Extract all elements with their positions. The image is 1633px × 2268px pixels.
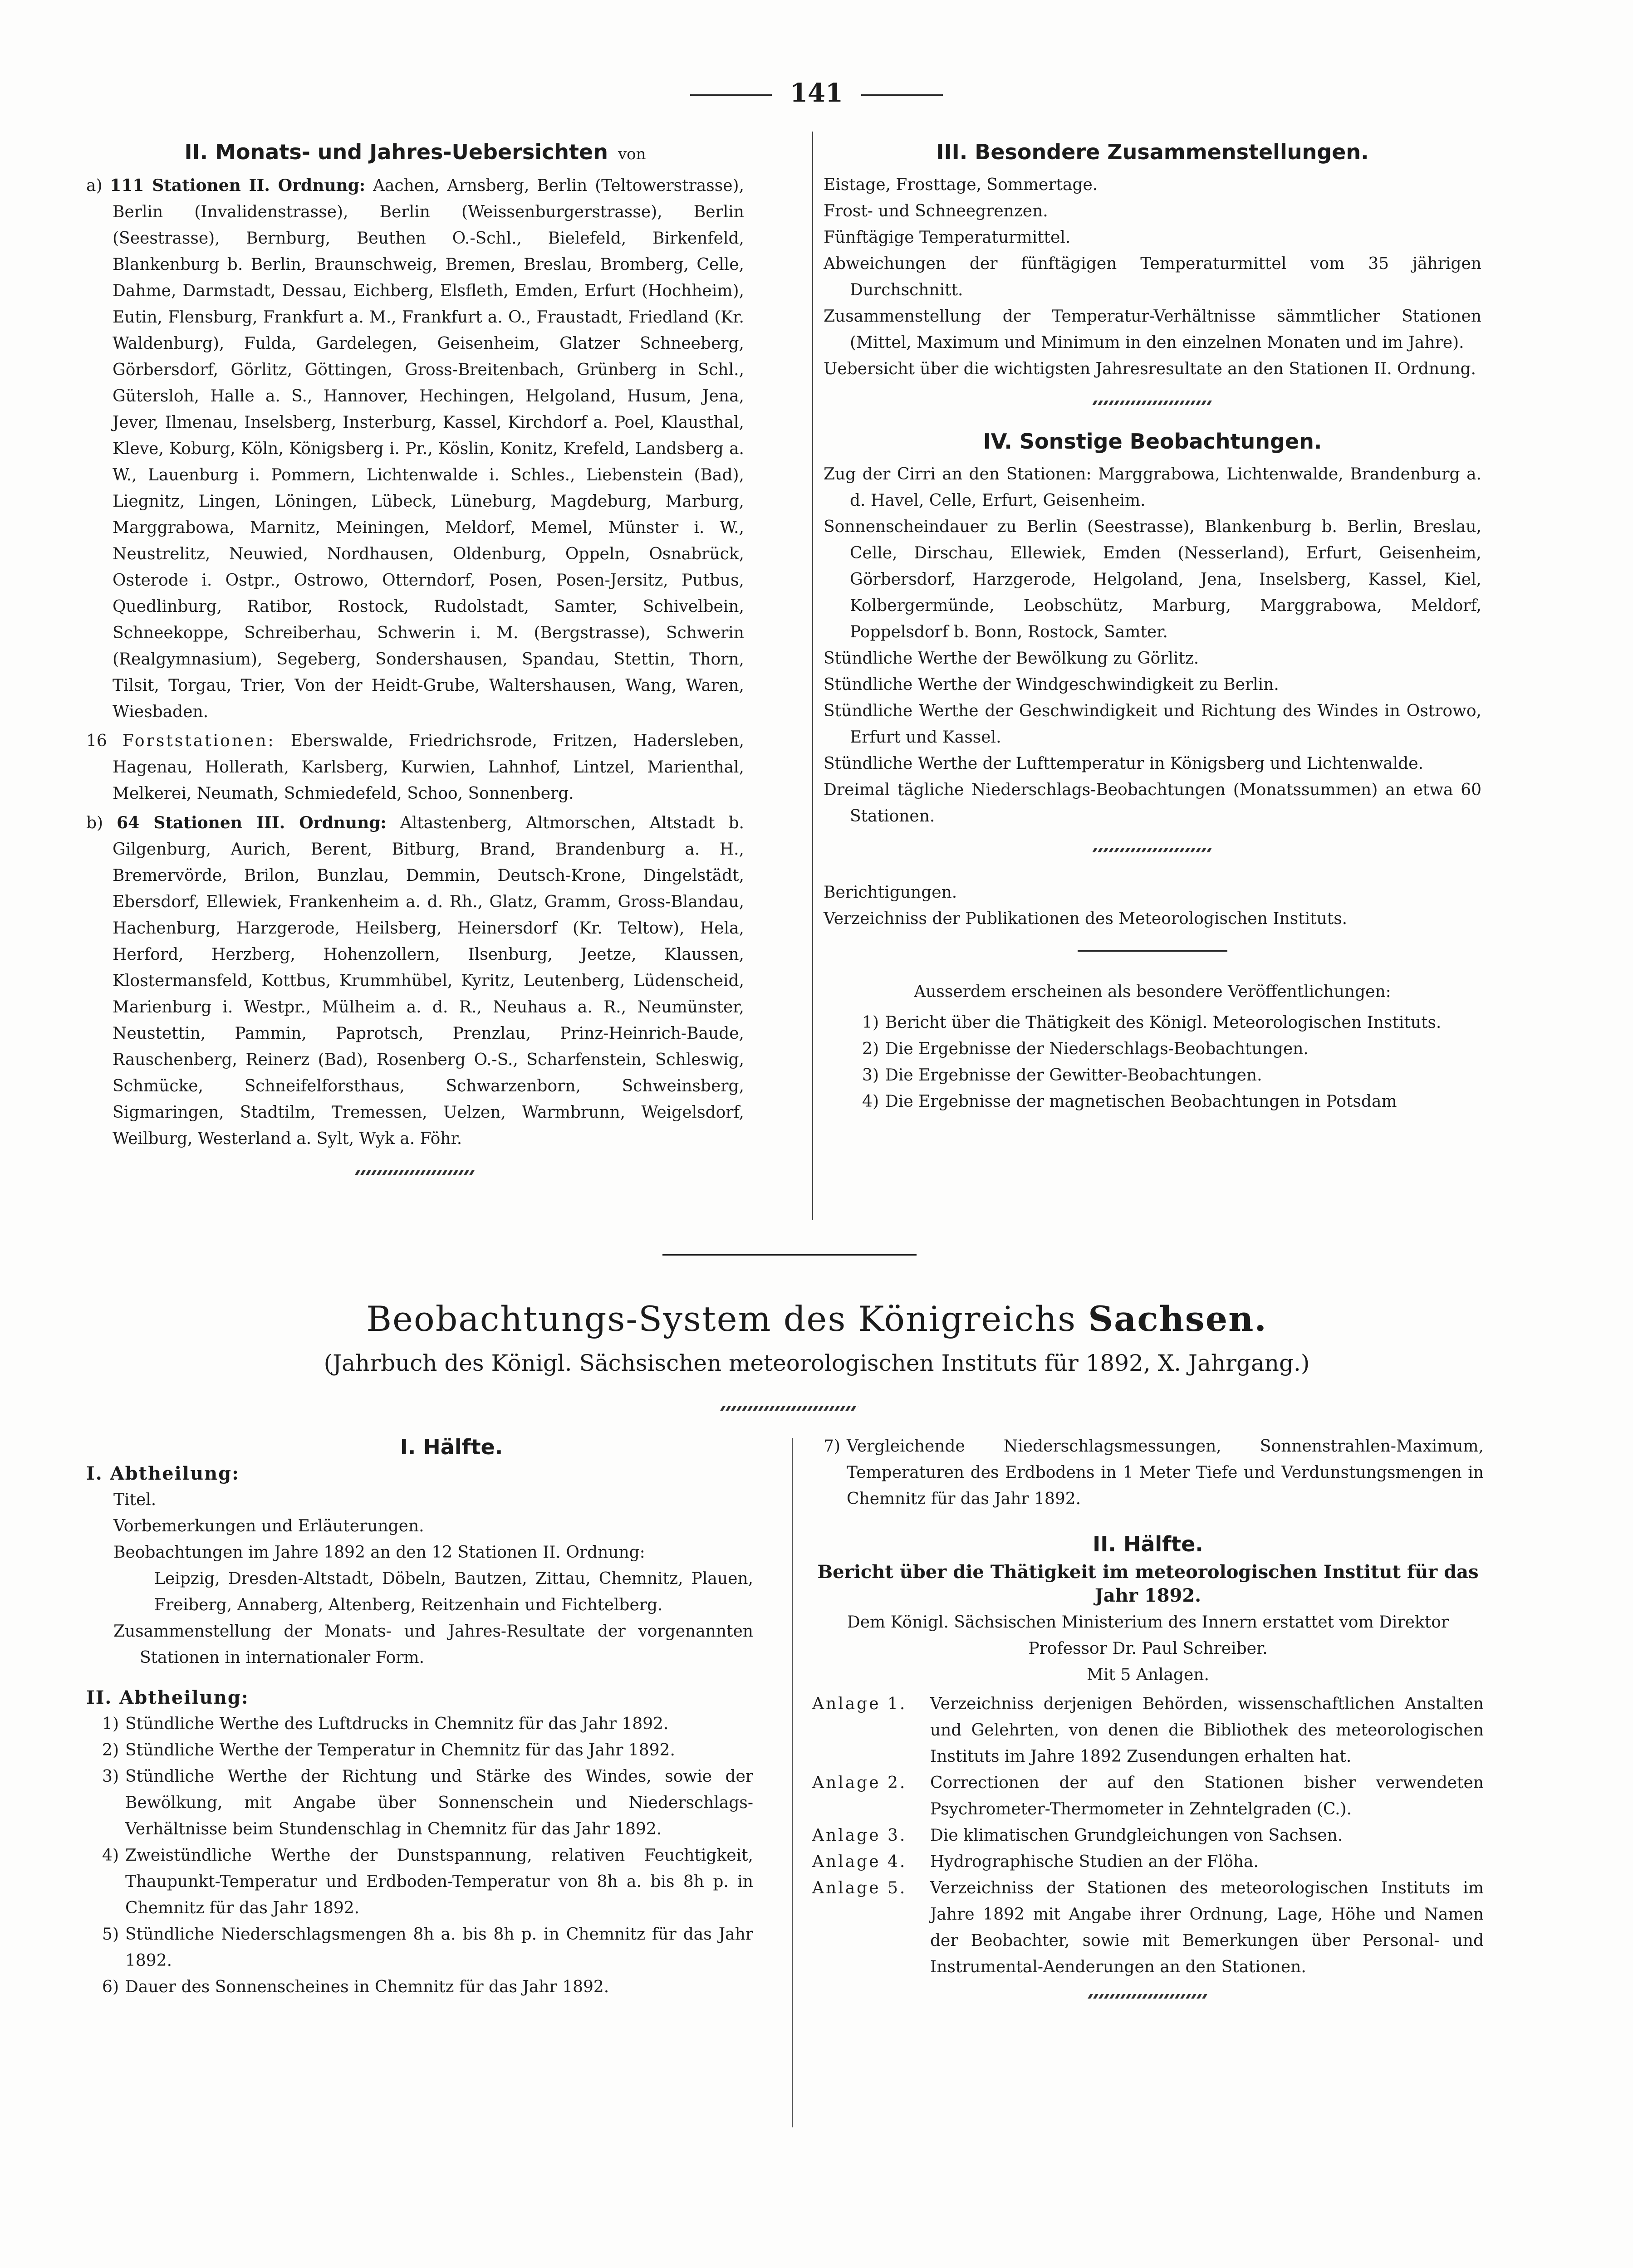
list-item-iii-5: Zusammenstellung der Temperatur-Verhältnisse sämmtlicher Stationen (Mittel, Maximum und Minimum in den einzelnen Monaten und im Jahre). bbox=[824, 307, 1481, 352]
abteilung-1-item-zusammenstellung: Zusammenstellung der Monats- und Jahres-Resultate der vorgenannten Stationen in internationaler Form. bbox=[113, 1622, 753, 1667]
extra-item-3: 3) Die Ergebnisse der Gewitter-Beobachtungen. bbox=[862, 1066, 1262, 1085]
list-iii bbox=[824, 172, 1481, 382]
abteilung-1-list bbox=[86, 1487, 753, 1671]
list-item-iii-6: Uebersicht über die wichtigsten Jahresresultate an den Stationen II. Ordnung. bbox=[824, 360, 1476, 378]
anlagen-count: Mit 5 Anlagen. bbox=[1087, 1666, 1209, 1684]
anlage-1: Anlage 1. Verzeichniss derjenigen Behörden, wissenschaftlichen Anstalten und Gelehrten, von denen die Bibliothek des meteorologischen Instituts im Jahre 1892 Zusendungen erhalten hat. bbox=[812, 1695, 1484, 1766]
abteilung-1-item-vorbemerkungen: Vorbemerkungen und Erläuterungen. bbox=[113, 1517, 424, 1535]
left-column bbox=[86, 138, 744, 1175]
abteilung-2-item-3: 3) Stündliche Werthe der Richtung und Stärke des Windes, sowie der Bewölkung, mit Angabe über Sonnenschein und Niederschlags-Verhältnisse beim Stundenschlag in Chemnitz für das Jahr 1892. bbox=[102, 1767, 753, 1838]
short-rule bbox=[1078, 950, 1227, 952]
page-number-text: 141 bbox=[790, 78, 843, 108]
list-item-iv-6: Stündliche Werthe der Lufttemperatur in Königsberg und Lichtenwalde. bbox=[824, 754, 1423, 773]
stations-ii-text: Aachen, Arnsberg, Berlin (Teltowerstrasse), Berlin (Invalidenstrasse), Berlin (Weissenburgerstrasse), Berlin (Seestrasse), Bernburg, Beuthen O.-Schl., Bielefeld, Birkenfeld, Blankenburg b. Berlin, Braunschweig, Bremen, Breslau, Bromberg, Celle, Dahme, Darmstadt, Dessau, Eichberg, Elsfleth, Emden, Erfurt (Hochheim), Eutin, Flensburg, Frankfurt a. M., Frankfurt a. O., Fraustadt, Friedland (Kr. Waldenburg), Fulda, Gardelegen, Geisenheim, Glatzer Schneeberg, Görbersdorf, Görlitz, Göttingen, Gross-Breitenbach, Grünberg in Schl., Gütersloh, Halle a. S., Hannover, Hechingen, Helgoland, Husum, Jena, Jever, Ilmenau, Inselsberg, Insterburg, Kassel, Kirchdorf a. Poel, Klausthal, Kleve, Koburg, Köln, Königsberg i. Pr., Köslin, Konitz, Krefeld, Landsberg a. W., Lauenburg i. Pommern, Lichtenwalde i. Schles., Liebenstein (Bad), Liegnitz, Lingen, Löningen, Lübeck, Lüneburg, Magdeburg, Marburg, Marggrabowa, Marnitz, Meiningen, Meldorf, Memel, Münster i. W., Neustrelitz, Neuwied, Nordhausen, Oldenburg, Oppeln, Osnabrück, Osterode i. Ostpr., Ostrowo, Otterndorf, Posen, Posen-Jersitz, Putbus, Quedlinburg, Ratibor, Rostock, Rudolstadt, Samter, Schivelbein, Schneekoppe, Schreiberhau, Schwerin i. M. (Bergstrasse), Schwerin (Realgymnasium), Segeberg, Sondershausen, Spandau, Stettin, Thorn, Tilsit, Torgau, Trier, Von der Heidt-Grube, Waltershausen, Wang, Waren, Wiesbaden. bbox=[113, 176, 744, 721]
abteilung-2-list bbox=[86, 1711, 753, 2000]
sachsen-title-bold: Sachsen. bbox=[1088, 1299, 1267, 1339]
anlage-2: Anlage 2. Correctionen der auf den Stationen bisher verwendeten Psychrometer-Thermometer in Zehntelgraden (C.). bbox=[812, 1774, 1484, 1818]
right-column bbox=[824, 138, 1481, 1115]
list-item-iv-5: Stündliche Werthe der Geschwindigkeit und Richtung des Windes in Ostrowo, Erfurt und Kassel. bbox=[824, 702, 1481, 747]
section-heading-ii-suffix: von bbox=[618, 145, 646, 163]
extra-publications-list bbox=[824, 1010, 1481, 1115]
stations-ii-label: a) bbox=[86, 176, 103, 195]
stations-ii-bold: 111 Stationen II. Ordnung: bbox=[110, 176, 366, 195]
bericht-text: Dem Königl. Sächsischen Ministerium des Innern erstattet vom Direktor Professor Dr. Paul Schreiber. bbox=[847, 1613, 1449, 1658]
sachsen-wave-divider bbox=[720, 1406, 859, 1411]
misc-item-berichtigungen: Berichtigungen. bbox=[824, 883, 957, 902]
bericht-title: Bericht über die Thätigkeit im meteorologischen Institut für das Jahr 1892. bbox=[817, 1561, 1479, 1606]
list-item-iii-1: Eistage, Frosttage, Sommertage. bbox=[824, 176, 1098, 194]
misc-item-verzeichniss: Verzeichniss der Publikationen des Meteorologischen Instituts. bbox=[824, 909, 1348, 928]
abteilung-2-item-4: 4) Zweistündliche Werthe der Dunstspannung, relativen Feuchtigkeit, Thaupunkt-Temperatur und Erdboden-Temperatur von 8h a. bis 8h p. in Chemnitz für das Jahr 1892. bbox=[102, 1846, 753, 1917]
abteilung-2-item-6: 6) Dauer des Sonnenscheines in Chemnitz für das Jahr 1892. bbox=[102, 1978, 609, 1996]
extra-item-2: 2) Die Ergebnisse der Niederschlags-Beobachtungen. bbox=[862, 1040, 1309, 1058]
anlage-3: Anlage 3. Die klimatischen Grundgleichungen von Sachsen. bbox=[812, 1826, 1343, 1845]
misc-list bbox=[824, 880, 1481, 932]
extra-item-4: 4) Die Ergebnisse der magnetischen Beobachtungen in Potsdam bbox=[862, 1092, 1397, 1111]
page-number-dash-right bbox=[861, 94, 943, 96]
list-item-iii-4: Abweichungen der fünftägigen Temperaturmittel vom 35 jährigen Durchschnitt. bbox=[824, 254, 1481, 299]
section-heading-ii-text: II. Monats- und Jahres-Uebersichten bbox=[184, 140, 608, 164]
section-heading-ii bbox=[86, 138, 744, 168]
page-number-dash-left bbox=[690, 94, 772, 96]
stations-iii-paragraph bbox=[86, 810, 744, 1152]
abteilung-1-heading: I. Abtheilung: bbox=[86, 1463, 240, 1484]
abteilung-2-item-5: 5) Stündliche Niederschlagsmengen 8h a. bis 8h p. in Chemnitz für das Jahr 1892. bbox=[102, 1925, 753, 1970]
list-item-iii-2: Frost- und Schneegrenzen. bbox=[824, 202, 1048, 220]
forst-text: Eberswalde, Friedrichsrode, Fritzen, Hadersleben, Hagenau, Hollerath, Karlsberg, Kurwien, Lahnhof, Lintzel, Marienthal, Melkerei, Neumath, Schmiedefeld, Schoo, Sonnenberg. bbox=[113, 732, 744, 803]
sachsen-title-main: Beobachtungs-System des Königreichs bbox=[366, 1299, 1077, 1339]
extra-item-1: 1) Bericht über die Thätigkeit des Königl. Meteorologischen Instituts. bbox=[862, 1013, 1442, 1032]
abteilung-1-stations: Leipzig, Dresden-Altstadt, Döbeln, Bautzen, Zittau, Chemnitz, Plauen, Freiberg, Annaberg, Altenberg, Reitzenhain und Fichtelberg. bbox=[154, 1569, 753, 1614]
abteilung-2-item-1: 1) Stündliche Werthe des Luftdrucks in Chemnitz für das Jahr 1892. bbox=[102, 1715, 669, 1733]
sachsen-title bbox=[86, 1297, 1547, 1341]
abteilung-1-item-beobachtungen: Beobachtungen im Jahre 1892 an den 12 Stationen II. Ordnung: bbox=[113, 1543, 645, 1562]
anlage-5: Anlage 5. Verzeichniss der Stationen des meteorologischen Instituts im Jahre 1892 mit Angabe ihrer Ordnung, Lage, Höhe und Namen der Beobachter, sowie mit Bemerkungen über Personal- und Instrumental-Aenderungen an den Stationen. bbox=[812, 1879, 1484, 1976]
sachsen-left-column bbox=[86, 1433, 753, 2000]
list-item-iv-2: Sonnenscheindauer zu Berlin (Seestrasse), Blankenburg b. Berlin, Breslau, Celle, Dirschau, Ellewiek, Emden (Nesserland), Erfurt, Geisenheim, Görbersdorf, Harzgerode, Helgoland, Jena, Inselsberg, Kassel, Kiel, Kolbergermünde, Leobschütz, Marburg, Marggrabowa, Meldorf, Poppelsdorf b. Bonn, Rostock, Samter. bbox=[824, 518, 1481, 641]
stations-iii-bold: 64 Stationen III. Ordnung: bbox=[117, 813, 387, 832]
forst-label: 16 bbox=[86, 732, 107, 750]
wave-divider-iii bbox=[1092, 401, 1213, 405]
forst-bold: Forststationen: bbox=[122, 732, 275, 750]
half-heading-1: I. Hälfte. bbox=[400, 1435, 503, 1459]
wave-divider-iv bbox=[1092, 848, 1213, 852]
section-heading-iv: IV. Sonstige Beobachtungen. bbox=[983, 429, 1322, 454]
list-iv bbox=[824, 461, 1481, 830]
abteilung-2-heading: II. Abtheilung: bbox=[86, 1687, 249, 1708]
page-number bbox=[0, 77, 1633, 109]
anlagen-list bbox=[812, 1691, 1484, 1980]
anlage-4: Anlage 4. Hydrographische Studien an der Flöha. bbox=[812, 1853, 1259, 1871]
stations-iii-text: Altastenberg, Altmorschen, Altstadt b. Gilgenburg, Aurich, Berent, Bitburg, Brand, Brandenburg a. H., Bremervörde, Brilon, Bunzlau, Demmin, Deutsch-Krone, Dingelstädt, Ebersdorf, Ellewiek, Frankenheim a. d. Rh., Glatz, Gramm, Gross-Blandau, Hachenburg, Harzgerode, Heilsberg, Heinersdorf (Kr. Teltow), Hela, Herford, Herzberg, Hohenzollern, Ilsenburg, Jeetze, Klaussen, Klostermansfeld, Kottbus, Krummhübel, Kyritz, Leutenberg, Lüdenscheid, Marienburg i. Westpr., Mülheim a. d. R., Neuhaus a. R., Neumünster, Neustettin, Pammin, Paprotsch, Prenzlau, Prinz-Heinrich-Baude, Rauschenberg, Reinerz (Bad), Rosenberg O.-S., Scharfenstein, Schleswig, Schmücke, Schneifelforsthaus, Schwarzenborn, Schweinsberg, Sigmaringen, Stadtilm, Tremessen, Uelzen, Warmbrunn, Weigelsdorf, Weilburg, Westerland a. Sylt, Wyk a. Föhr. bbox=[113, 814, 744, 1148]
sachsen-right-column bbox=[812, 1433, 1484, 1999]
stations-ii-paragraph bbox=[86, 172, 744, 725]
forst-paragraph bbox=[86, 728, 744, 807]
extra-publications-intro: Ausserdem erscheinen als besondere Veröffentlichungen: bbox=[914, 982, 1391, 1001]
section-heading-iii: III. Besondere Zusammenstellungen. bbox=[936, 140, 1369, 164]
list-item-iv-4: Stündliche Werthe der Windgeschwindigkeit zu Berlin. bbox=[824, 675, 1279, 694]
half-heading-2: II. Hälfte. bbox=[1093, 1532, 1203, 1556]
list-item-iv-3: Stündliche Werthe der Bewölkung zu Görlitz. bbox=[824, 649, 1199, 668]
left-wave-divider bbox=[355, 1170, 476, 1175]
column-divider-top bbox=[812, 132, 813, 1220]
stations-iii-label: b) bbox=[86, 814, 103, 832]
abteilung-1-item-titel: Titel. bbox=[113, 1491, 157, 1509]
list-item-iv-7: Dreimal tägliche Niederschlags-Beobachtungen (Monatssummen) an etwa 60 Stationen. bbox=[824, 781, 1481, 826]
sachsen-subtitle: (Jahrbuch des Königl. Sächsischen meteorologischen Instituts für 1892, X. Jahrgang.) bbox=[324, 1350, 1310, 1376]
list-item-iv-1: Zug der Cirri an den Stationen: Marggrabowa, Lichtenwalde, Brandenburg a. d. Havel, Celle, Erfurt, Geisenheim. bbox=[824, 465, 1481, 510]
anlagen-wave-divider bbox=[1088, 1994, 1208, 1999]
abteilung-2-item-2: 2) Stündliche Werthe der Temperatur in Chemnitz für das Jahr 1892. bbox=[102, 1741, 675, 1760]
section-separator bbox=[662, 1254, 917, 1256]
abteilung-2-item-7: 7) Vergleichende Niederschlagsmessungen, Sonnenstrahlen-Maximum, Temperaturen des Erdbodens in 1 Meter Tiefe und Verdunstungsmengen in Chemnitz für das Jahr 1892. bbox=[824, 1437, 1484, 1508]
column-divider-bottom bbox=[792, 1438, 793, 2127]
list-item-iii-3: Fünftägige Temperaturmittel. bbox=[824, 228, 1071, 247]
